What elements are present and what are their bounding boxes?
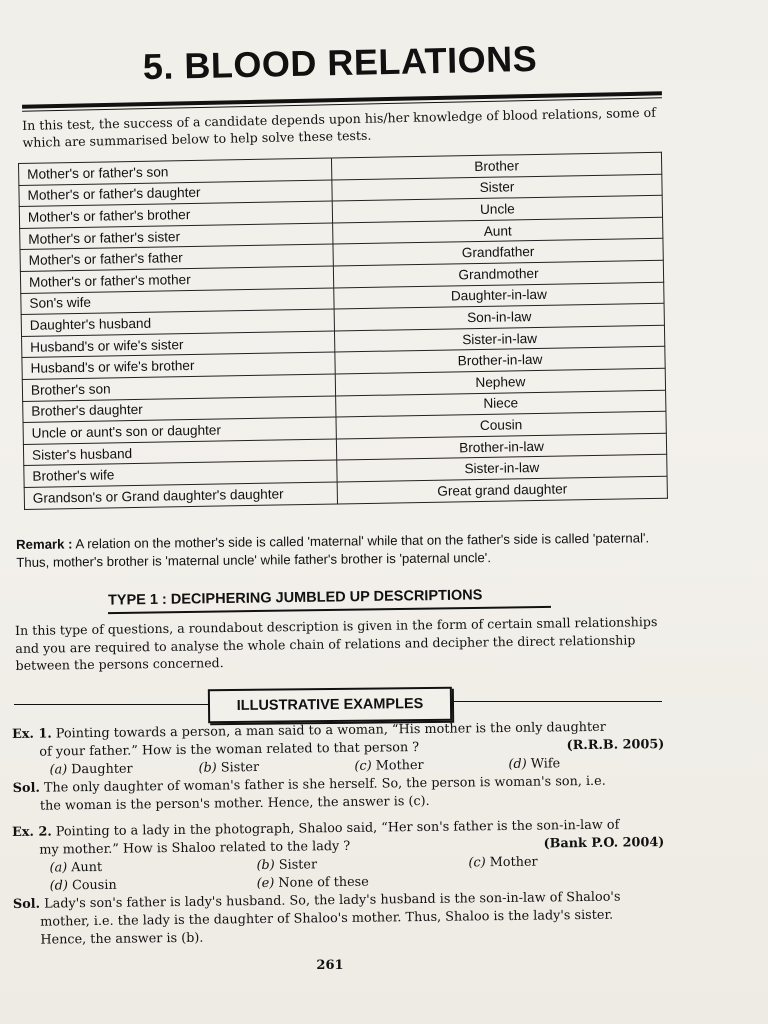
relation-name: Sister-in-law xyxy=(337,455,667,482)
example-2-option-e xyxy=(257,874,369,893)
examples-rule-right xyxy=(448,701,662,702)
example-2-label: Ex. 2. xyxy=(12,824,52,840)
relation-description: Mother's or father's daughter xyxy=(19,180,332,207)
example-2-option-b xyxy=(256,856,317,875)
example-1-solution-label: Sol. xyxy=(12,780,40,796)
relation-description: Mother's or father's mother xyxy=(20,266,333,293)
option-key: (a) xyxy=(49,860,68,876)
option-text: Sister xyxy=(278,857,318,873)
relation-description: Brother's daughter xyxy=(23,396,336,423)
option-text: Wife xyxy=(530,756,561,772)
relation-name: Niece xyxy=(336,390,666,417)
relation-description: Brother's son xyxy=(22,374,335,401)
option-key: (d) xyxy=(49,878,69,894)
example-1-solution-text-2: the woman is the person's mother. Hence, the answer is (c). xyxy=(39,793,430,814)
option-text: Mother xyxy=(489,854,538,871)
relation-name: Grandmother xyxy=(333,260,663,287)
examples-rule-left xyxy=(14,704,210,705)
chapter-title: 5. BLOOD RELATIONS xyxy=(142,37,538,88)
option-text: None of these xyxy=(278,874,369,891)
relation-description: Husband's or wife's sister xyxy=(22,331,335,358)
option-text: Daughter xyxy=(71,761,133,778)
example-1-option-c xyxy=(354,757,423,776)
example-2-option-c xyxy=(468,854,537,873)
type1-heading: TYPE 1 : DECIPHERING JUMBLED UP DESCRIPTIONS xyxy=(107,587,483,609)
example-2-option-a xyxy=(49,859,102,878)
option-text: Cousin xyxy=(71,877,117,894)
relation-description: Sister's husband xyxy=(23,439,336,466)
relation-description: Daughter's husband xyxy=(21,309,334,336)
relations-table xyxy=(18,152,668,510)
option-key: (b) xyxy=(256,857,275,874)
example-2-solution-label: Sol. xyxy=(12,896,41,912)
relation-description: Brother's wife xyxy=(24,460,337,487)
relation-name: Aunt xyxy=(333,217,663,244)
remark-text: A relation on the mother's side is called 'maternal' while that on the father's side is called 'paternal'. Thus, mother's brother is 'maternal uncle' while father's brother is 'paternal uncle'. xyxy=(16,530,650,570)
example-1-question-text-2: of your father.” How is the woman related to that person ? xyxy=(39,740,420,760)
relation-name: Brother-in-law xyxy=(336,433,666,460)
remark-paragraph xyxy=(16,529,666,572)
example-2-solution-text-2: mother, i.e. the lady is the daughter of Shaloo's mother. Thus, Shaloo is the lady's sister. xyxy=(40,907,614,930)
example-1-question-text-1: Pointing towards a person, a man said to a woman, “His mother is the only daughter xyxy=(55,719,606,742)
relations-table-body xyxy=(19,152,668,509)
example-2 xyxy=(12,816,665,950)
example-1-option-d xyxy=(508,755,560,774)
relation-name: Brother-in-law xyxy=(335,347,665,374)
relation-name: Brother xyxy=(331,152,661,179)
option-text: Sister xyxy=(220,759,260,776)
option-key: (e) xyxy=(256,875,275,892)
example-1-source: (R.R.B. 2005) xyxy=(566,737,665,754)
illustrative-examples-box xyxy=(208,687,452,724)
example-1-option-b xyxy=(198,759,259,778)
example-2-solution-text-1: Lady's son's father is lady's husband. So, the lady's husband is the son-in-law of Shaloo's xyxy=(44,889,621,912)
relation-description: Son's wife xyxy=(21,288,334,315)
option-text: Mother xyxy=(375,757,424,774)
example-1-option-a xyxy=(49,761,132,780)
relation-name: Nephew xyxy=(335,368,665,395)
option-text: Aunt xyxy=(71,859,103,876)
intro-paragraph: In this test, the success of a candidate depends upon his/her knowledge of blood relations, some of which are summarised below to help solve these tests. xyxy=(22,104,656,150)
relation-description: Mother's or father's father xyxy=(20,244,333,271)
type1-description: In this type of questions, a roundabout description is given in the form of certain small relationships and you are required to analyse the whole chain of relations and decipher the direct relationship between the persons concerned. xyxy=(15,614,658,673)
illustrative-examples-heading: ILLUSTRATIVE EXAMPLES xyxy=(236,696,424,714)
option-key: (b) xyxy=(198,760,217,776)
relation-description: Mother's or father's sister xyxy=(20,223,333,250)
option-key: (c) xyxy=(354,758,372,774)
relation-description: Uncle or aunt's son or daughter xyxy=(23,417,336,444)
page-number: 261 xyxy=(316,958,344,973)
example-1 xyxy=(12,718,665,816)
relation-description: Husband's or wife's brother xyxy=(22,352,335,379)
relation-description: Grandson's or Grand daughter's daughter xyxy=(24,482,337,509)
remark-label: Remark : xyxy=(16,536,73,552)
example-2-option-d xyxy=(50,877,117,896)
example-2-source: (Bank P.O. 2004) xyxy=(543,835,665,852)
relation-description: Mother's or father's son xyxy=(19,158,332,185)
example-2-solution-text-3: Hence, the answer is (b). xyxy=(40,930,204,948)
relation-name: Grandfather xyxy=(333,239,663,266)
relation-name: Sister xyxy=(332,174,662,201)
example-2-question-text-2: my mother.” How is Shaloo related to the lady ? xyxy=(39,838,351,858)
relation-name: Daughter-in-law xyxy=(334,282,664,309)
option-key: (d) xyxy=(508,756,527,772)
relation-name: Uncle xyxy=(332,195,662,222)
option-key: (c) xyxy=(468,855,486,871)
example-2-question-text-1: Pointing to a lady in the photograph, Shaloo said, “Her son's father is the son-in-law of xyxy=(55,817,620,840)
relation-name: Great grand daughter xyxy=(337,476,667,503)
example-1-label: Ex. 1. xyxy=(12,726,52,742)
option-key: (a) xyxy=(49,762,68,778)
relation-description: Mother's or father's brother xyxy=(19,201,332,228)
relation-name: Cousin xyxy=(336,411,666,438)
relation-name: Son-in-law xyxy=(334,303,664,330)
example-1-solution-text-1: The only daughter of woman's father is she herself. So, the person is woman's son, i.e. xyxy=(43,773,606,796)
relation-name: Sister-in-law xyxy=(334,325,664,352)
